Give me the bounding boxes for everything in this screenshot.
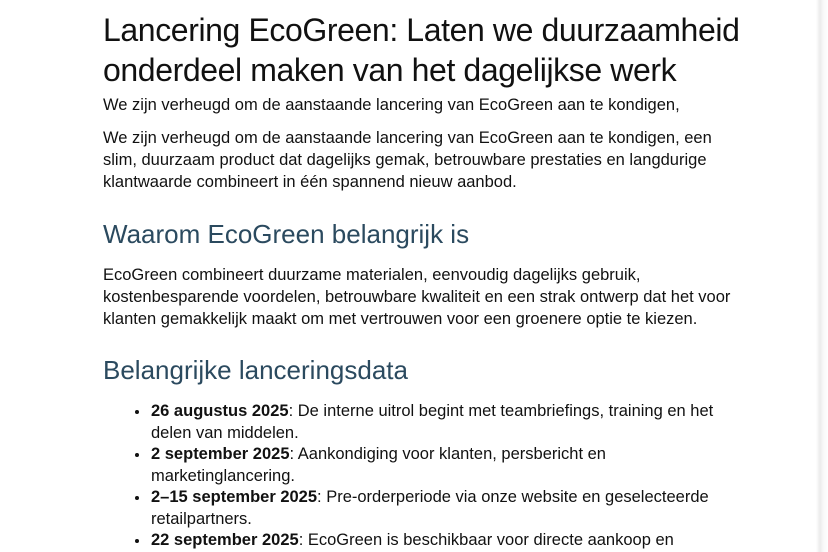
document-title: Lancering EcoGreen: Laten we duurzaamheid onderdeel maken van het dagelijkse werk bbox=[103, 12, 740, 88]
section-heading-why: Waarom EcoGreen belangrijk is bbox=[103, 219, 470, 249]
list-item-date: 26 augustus 2025 bbox=[151, 402, 289, 420]
list-item-date: 2 september 2025 bbox=[151, 445, 290, 463]
list-item-date: 2–15 september 2025 bbox=[151, 488, 318, 506]
list-item-text: : Pre-orderperiode via onze website en geselecteerde retailpartners. bbox=[151, 488, 709, 528]
list-item bbox=[150, 444, 743, 487]
list-item-text: : De interne uitrol begint met teambriefings, training en het delen van middelen. bbox=[151, 402, 714, 442]
page-edge-shadow bbox=[816, 0, 828, 552]
intro-paragraph: We zijn verheugd om de aanstaande lancering van EcoGreen aan te kondigen, een slim, duurzaam product dat dagelijks gemak, betrouwbare prestaties en langdurige klantwaarde combineert in één spannend nieuw aanbod. bbox=[103, 129, 712, 191]
launch-dates-list bbox=[103, 401, 743, 552]
list-item bbox=[150, 401, 743, 444]
list-item-date: 22 september 2025 bbox=[151, 531, 299, 549]
section-why-paragraph: EcoGreen combineert duurzame materialen, eenvoudig dagelijks gebruik, kostenbesparende voordelen, betrouwbare kwaliteit en een strak ontwerp dat het voor klanten gemakkelijk maakt om met vertrouwen voor een groenere optie te kiezen. bbox=[103, 266, 731, 328]
section-heading-dates: Belangrijke lanceringsdata bbox=[103, 355, 408, 385]
list-item-text: : Aankondiging voor klanten, persbericht en marketinglancering. bbox=[151, 445, 606, 485]
document-page bbox=[103, 0, 743, 552]
list-item bbox=[150, 487, 743, 530]
list-item bbox=[150, 530, 743, 552]
list-item-text: : EcoGreen is beschikbaar voor directe aankoop en bbox=[298, 531, 674, 549]
intro-line: We zijn verheugd om de aanstaande lancering van EcoGreen aan te kondigen, bbox=[103, 96, 680, 114]
